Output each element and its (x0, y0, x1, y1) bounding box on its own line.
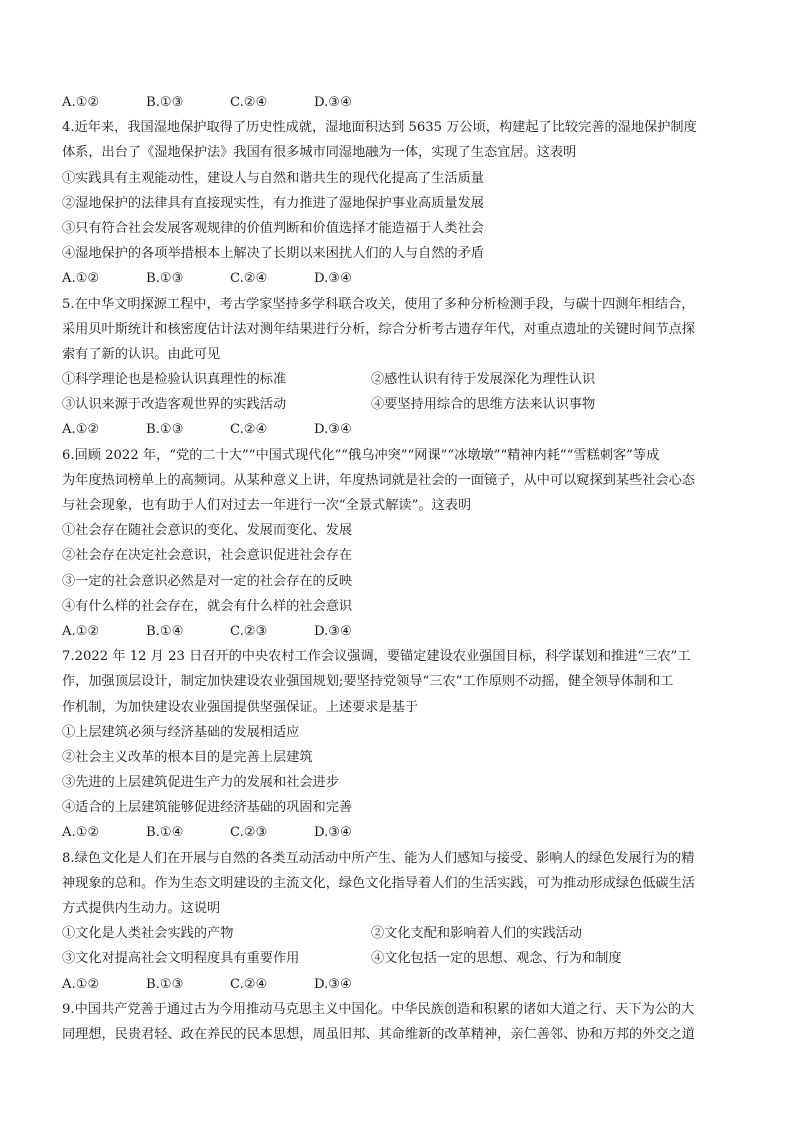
q5-options (62, 417, 742, 442)
q8-option-b: B.①③ (146, 976, 184, 992)
q8-items-row (62, 946, 742, 971)
q7-item-4: ④适合的上层建筑能够促进经济基础的巩固和完善 (62, 800, 353, 816)
q4-options (62, 266, 742, 291)
q7-stem-line: 作机制，为加快建设农业强国提供坚强保证。上述要求是基于 (62, 699, 419, 715)
q7-option-b: B.①④ (146, 825, 184, 841)
q6-option-b: B.①④ (146, 623, 184, 639)
q4-option-b: B.①③ (146, 271, 184, 287)
question-9 (62, 997, 742, 1047)
q7-item-3: ③先进的上层建筑促进生产力的发展和社会进步 (62, 775, 339, 791)
q5-item-2: ②感性认识有待于发展深化为理性认识 (371, 372, 596, 388)
q7-option-d: D.③④ (314, 825, 352, 841)
q4-item-4: ④湿地保护的各项举措根本上解决了长期以来困扰人们的人与自然的矛盾 (62, 246, 484, 262)
q8-item-3: ③文化对提高社会文明程度具有重要作用 (62, 951, 300, 967)
q7-item-2: ②社会主义改革的根本目的是完善上层建筑 (62, 749, 313, 765)
q3-option-b: B.①③ (146, 95, 184, 110)
q8-option-a: A.①② (62, 976, 100, 992)
q5-stem-line: 5.在中华文明探源工程中，考古学家坚持多学科联合攻关，使用了多种分析检测手段，与碳十四测年相结合， (62, 296, 695, 312)
q9-stem-line: 9.中国共产党善于通过古为今用推动马克思主义中国化。中华民族创造和积累的诸如大道之行、天下为公的大 (62, 1001, 695, 1017)
q5-option-c: C.②④ (230, 422, 268, 438)
q5-item-3: ③认识来源于改造客观世界的实践活动 (62, 397, 287, 413)
q6-option-d: D.③④ (314, 623, 352, 639)
q7-options (62, 820, 742, 845)
q8-option-d: D.③④ (314, 976, 352, 992)
q6-option-c: C.②③ (230, 623, 268, 639)
q6-item-4: ④有什么样的社会存在，就会有什么样的社会意识 (62, 598, 353, 614)
q7-option-a: A.①② (62, 825, 100, 841)
q5-option-a: A.①② (62, 422, 100, 438)
q4-option-a: A.①② (62, 271, 100, 287)
q4-item-2: ②湿地保护的法律具有直接现实性，有力推进了湿地保护事业高质量发展 (62, 195, 484, 211)
q8-stem-line: 方式提供内生动力。这说明 (62, 901, 221, 916)
exam-page (62, 90, 742, 1047)
q3-option-c: C.②④ (230, 95, 268, 110)
q9-stem-line: 同理想，民贵君轻、政在养民的民本思想，周虽旧邦、其命维新的改革精神，亲仁善邻、协和万邦的外交之道 (62, 1026, 695, 1042)
q8-item-4: ④文化包括一定的思想、观念、行为和制度 (371, 951, 622, 967)
q8-stem-line: 8.绿色文化是人们在开展与自然的各类互动活动中所产生、能为人们感知与接受、影响人的绿色发展行为的精 (62, 850, 695, 866)
question-4 (62, 115, 742, 291)
q4-option-d: D.③④ (314, 271, 352, 287)
question-7 (62, 644, 742, 846)
q8-stem-line: 神现象的总和。作为生态文明建设的主流文化，绿色文化指导着人们的生活实践，可为推动形成绿色低碳生活 (62, 875, 695, 891)
q4-option-c: C.②④ (230, 271, 268, 287)
q4-item-3: ③只有符合社会发展客观规律的价值判断和价值选择才能造福于人类社会 (62, 220, 484, 236)
q6-item-3: ③一定的社会意识必然是对一定的社会存在的反映 (62, 573, 353, 589)
q6-item-1: ①社会存在随社会意识的变化、发展而变化、发展 (62, 523, 353, 539)
q8-item-1: ①文化是人类社会实践的产物 (62, 926, 234, 942)
q5-item-1: ①科学理论也是检验认识真理性的标准 (62, 372, 287, 388)
q8-option-c: C.②④ (230, 976, 268, 992)
q5-stem-line: 索有了新的认识。由此可见 (62, 346, 221, 362)
q5-items-row (62, 367, 742, 392)
q6-option-a: A.①② (62, 623, 100, 639)
q8-item-2: ②文化支配和影响着人们的实践活动 (371, 926, 582, 942)
q8-items-row (62, 921, 742, 946)
q6-stem-line: 6.回顾 2022 年，“党的二十大”“中国式现代化”“俄乌冲突”“网课”“冰墩墩”“精神内耗”“雪糕刺客”等成 (62, 447, 660, 463)
q6-stem-line: 与社会现象，也有助于人们对过去一年进行一次“全景式解读”。这表明 (62, 498, 472, 513)
q3-option-d: D.③④ (314, 95, 352, 110)
q4-stem-line: 体系，出台了《湿地保护法》我国有很多城市同湿地融为一体，实现了生态宜居。这表明 (62, 145, 577, 161)
q5-item-4: ④要坚持用综合的思维方法来认识事物 (371, 397, 596, 413)
q7-item-1: ①上层建筑必须与经济基础的发展相适应 (62, 724, 300, 740)
q7-stem-line: 作，加强顶层设计，制定加快建设农业强国规划;要坚持党领导“三农”工作原则不动摇，健全领导体制和工 (62, 674, 674, 690)
q5-items-row (62, 392, 742, 417)
q3-option-a: A.①② (62, 95, 100, 110)
q7-stem-line: 7.2022 年 12 月 23 日召开的中央农村工作会议强调，要锚定建设农业强国目标，科学谋划和推进“三农”工 (62, 649, 691, 665)
q5-stem-line: 采用贝叶斯统计和核密度估计法对测年结果进行分析，综合分析考古遗存年代，对重点遗址的关键时间节点探 (62, 321, 695, 337)
q6-item-2: ②社会存在决定社会意识，社会意识促进社会存在 (62, 548, 353, 564)
q4-stem-line: 4.近年来，我国湿地保护取得了历史性成就，湿地面积达到 5635 万公顷，构建起了比较完善的湿地保护制度 (62, 120, 697, 136)
q7-option-c: C.②③ (230, 825, 268, 841)
q5-option-d: D.③④ (314, 422, 352, 438)
q6-stem-line: 为年度热词榜单上的高频词。从某种意义上讲，年度热词就是社会的一面镜子，从中可以窥探到某些社会心态 (62, 472, 695, 488)
q8-options (62, 972, 742, 997)
q6-options (62, 619, 742, 644)
question-8 (62, 846, 742, 997)
q3-options (62, 90, 742, 115)
q4-item-1: ①实践具有主观能动性，建设人与自然和谐共生的现代化提高了生活质量 (62, 170, 484, 186)
question-5 (62, 292, 742, 443)
question-6 (62, 443, 742, 645)
q5-option-b: B.①③ (146, 422, 184, 438)
